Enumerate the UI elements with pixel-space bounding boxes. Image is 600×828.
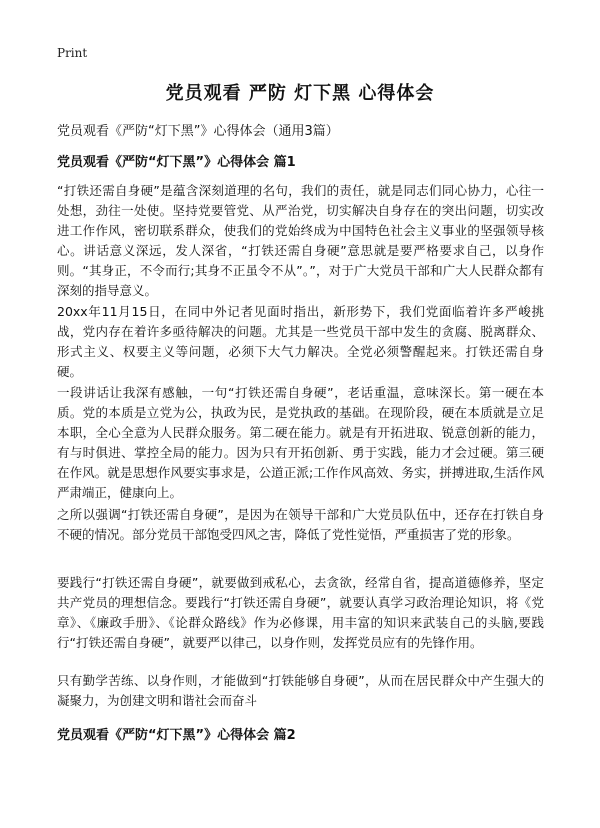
- page-title: 党员观看 严防 灯下黑 心得体会: [165, 83, 435, 104]
- section-heading-1: 党员观看《严防“灯下黑”》心得体会 篇1: [57, 155, 296, 170]
- paragraph-1: “打铁还需自身硬”是蕴含深刻道理的名句，我们的责任，就是同志们同心协力，心往一处想，劲往一处使。坚持党要管党、从严治党，切实解决自身存在的突出问题，切实改进工作作风，密切联系群众，使我们的党始终成为中国特色社会主义事业的坚强领导核心。讲话意义深远，发人深省，“打铁还需自身硬”意思就是要严格要求自己，以身作则。“其身正，不令而行;其身不正虽令不从”。”，对于广大党员干部和广大人民群众都有深刻的指导意义。: [57, 183, 544, 298]
- paragraph-6: 只有勤学苦练、以身作则，才能做到“打铁能够自身硬”，从而在居民群众中产生强大的凝聚力，为创建文明和谐社会而奋斗: [57, 673, 544, 708]
- paragraph-2: 20xx年11月15日，在同中外记者见面时指出，新形势下，我们党面临着许多严峻挑战，党内存在着许多亟待解决的问题。尤其是一些党员干部中发生的贪腐、脱离群众、形式主义、权要主义等问题，必须下大气力解决。全党必须警醒起来。打铁还需自身硬。: [57, 304, 544, 379]
- paragraph-4: 之所以强调“打铁还需自身硬”，是因为在领导干部和广大党员队伍中，还存在打铁自身不硬的情况。部分党员干部饱受四风之害，降低了党性觉悟，严重损害了党的形象。: [57, 507, 544, 542]
- document-subtitle: 党员观看《严防“灯下黑”》心得体会（通用3篇）: [57, 124, 339, 139]
- paragraph-3: 一段讲话让我深有感触，一句“打铁还需自身硬”，老话重温，意味深长。第一硬在本质。党的本质是立党为公，执政为民，是党执政的基础。在现阶段，硬在本质就是立足本职，全心全意为人民群众服务。第二硬在能力。就是有开拓进取、锐意创新的能力，有与时俱进、掌控全局的能力。因为只有开拓创新、勇于实践，能力才会过硬。第三硬在作风。就是思想作风要实事求是，公道正派;工作作风高效、务实，拼搏进取,生活作风严肃端正，健康向上。: [57, 385, 544, 500]
- paragraph-5: 要践行“打铁还需自身硬”，就要做到戒私心，去贪欲，经常自省，提高道德修养，坚定共产党员的理想信念。要践行“打铁还需自身硬”，就要认真学习政治理论知识，将《党章》、《廉政手册》、《论群众路线》作为必修课，用丰富的知识来武装自己的头脑,要践行“打铁还需自身硬”，就要严以律己，以身作则，发挥党员应有的先锋作用。: [57, 575, 544, 650]
- print-link[interactable]: Print: [57, 46, 88, 60]
- section-heading-2: 党员观看《严防“灯下黑”》心得体会 篇2: [57, 728, 296, 743]
